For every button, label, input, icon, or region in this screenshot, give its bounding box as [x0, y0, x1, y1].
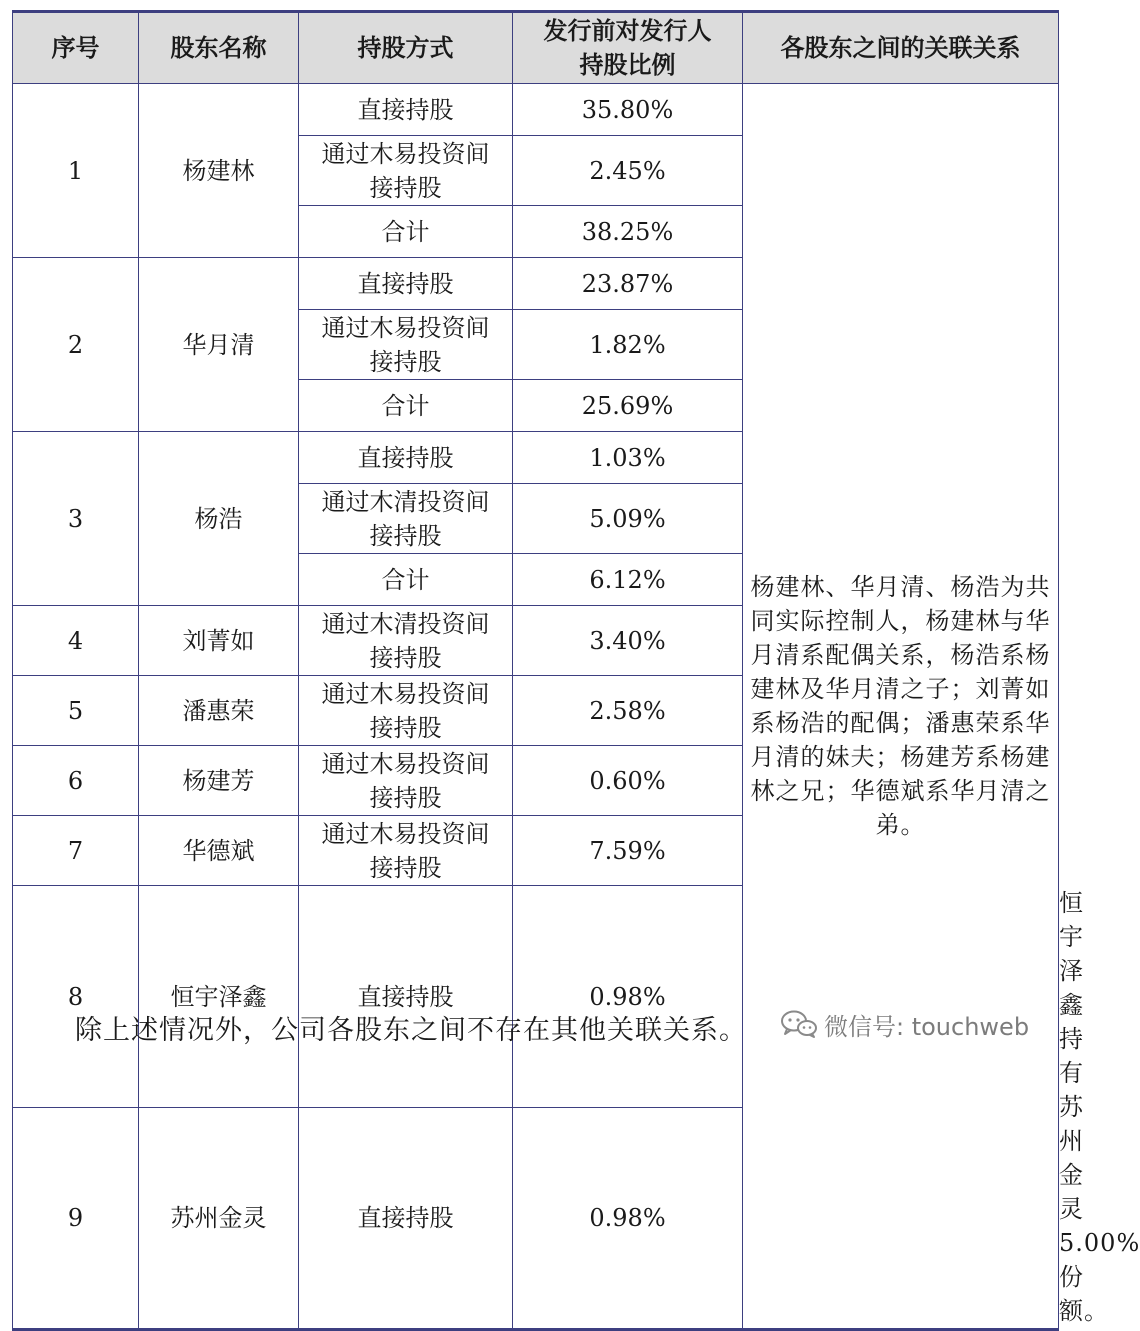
header-row — [13, 12, 1059, 84]
header-ratio — [513, 12, 743, 84]
watermark-text: 微信号: touchweb — [824, 1012, 1030, 1041]
cell-name: 杨建林 — [139, 84, 299, 258]
cell-method: 直接持股 — [299, 432, 513, 484]
cell-ratio: 5.09% — [513, 484, 743, 554]
cell-index: 9 — [13, 1108, 139, 1330]
wechat-icon — [780, 1009, 818, 1039]
cell-relation-main: 杨建林、华月清、杨浩为共同实际控制人，杨建林与华月清系配偶关系，杨浩系杨建林及华月清之子；刘菁如系杨浩的配偶；潘惠荣系华月清的妹夫；杨建芳系杨建林之兄；华德斌系华月清之弟。 — [743, 84, 1059, 1330]
cell-index: 5 — [13, 676, 139, 746]
cell-index: 7 — [13, 816, 139, 886]
cell-ratio: 35.80% — [513, 84, 743, 136]
cell-method — [299, 136, 513, 206]
method-line2: 接持股 — [369, 643, 442, 672]
cell-ratio: 0.98% — [513, 1108, 743, 1330]
header-ratio-line2: 持股比例 — [579, 51, 676, 79]
method-line1: 通过木易投资间 — [321, 749, 490, 778]
cell-method — [299, 606, 513, 676]
method-line2: 接持股 — [369, 713, 442, 742]
method-line1: 通过木易投资间 — [321, 679, 490, 708]
method-line1: 通过木清投资间 — [321, 487, 490, 516]
method-line2: 接持股 — [369, 853, 442, 882]
header-index: 序号 — [13, 12, 139, 84]
cell-method: 直接持股 — [299, 1108, 513, 1330]
method-line2: 接持股 — [369, 521, 442, 550]
cell-method: 直接持股 — [299, 84, 513, 136]
method-line2: 接持股 — [369, 783, 442, 812]
cell-name: 苏州金灵 — [139, 1108, 299, 1330]
cell-index: 1 — [13, 84, 139, 258]
header-method: 持股方式 — [299, 12, 513, 84]
cell-method — [299, 816, 513, 886]
cell-ratio: 25.69% — [513, 380, 743, 432]
cell-method: 直接持股 — [299, 886, 513, 1108]
cell-index: 4 — [13, 606, 139, 676]
cell-ratio: 7.59% — [513, 816, 743, 886]
cell-ratio: 3.40% — [513, 606, 743, 676]
cell-ratio: 1.03% — [513, 432, 743, 484]
cell-index: 2 — [13, 258, 139, 432]
method-line1: 通过木易投资间 — [321, 313, 490, 342]
method-line1: 通过木易投资间 — [321, 139, 490, 168]
cell-method: 合计 — [299, 380, 513, 432]
header-ratio-line1: 发行前对发行人 — [543, 17, 712, 45]
cell-ratio: 6.12% — [513, 554, 743, 606]
cell-ratio: 1.82% — [513, 310, 743, 380]
method-line1: 通过木易投资间 — [321, 819, 490, 848]
cell-method: 直接持股 — [299, 258, 513, 310]
header-relation: 各股东之间的关联关系 — [743, 12, 1059, 84]
cell-method: 合计 — [299, 206, 513, 258]
cell-ratio: 0.60% — [513, 746, 743, 816]
cell-ratio: 2.58% — [513, 676, 743, 746]
table-row — [13, 84, 1059, 136]
cell-index: 6 — [13, 746, 139, 816]
cell-ratio: 38.25% — [513, 206, 743, 258]
cell-ratio: 0.98% — [513, 886, 743, 1108]
cell-ratio: 23.87% — [513, 258, 743, 310]
footnote: 除上述情况外，公司各股东之间不存在其他关联关系。 — [75, 1015, 747, 1046]
cell-index: 3 — [13, 432, 139, 606]
table-row: 8 恒宇泽鑫 直接持股 0.98% 恒宇泽鑫持有苏州金灵5.00%份额。 — [13, 886, 1059, 1108]
cell-name: 潘惠荣 — [139, 676, 299, 746]
cell-index: 8 — [13, 886, 139, 1108]
cell-name: 刘菁如 — [139, 606, 299, 676]
cell-name: 华月清 — [139, 258, 299, 432]
method-line1: 通过木清投资间 — [321, 609, 490, 638]
cell-method — [299, 676, 513, 746]
cell-method — [299, 310, 513, 380]
cell-name: 杨建芳 — [139, 746, 299, 816]
watermark — [780, 1004, 1029, 1044]
cell-method — [299, 746, 513, 816]
header-name: 股东名称 — [139, 12, 299, 84]
method-line2: 接持股 — [369, 347, 442, 376]
cell-name: 华德斌 — [139, 816, 299, 886]
shareholder-table — [12, 10, 1140, 1331]
method-line2: 接持股 — [369, 173, 442, 202]
cell-name: 恒宇泽鑫 — [139, 886, 299, 1108]
cell-name: 杨浩 — [139, 432, 299, 606]
cell-ratio: 2.45% — [513, 136, 743, 206]
cell-method — [299, 484, 513, 554]
cell-method: 合计 — [299, 554, 513, 606]
